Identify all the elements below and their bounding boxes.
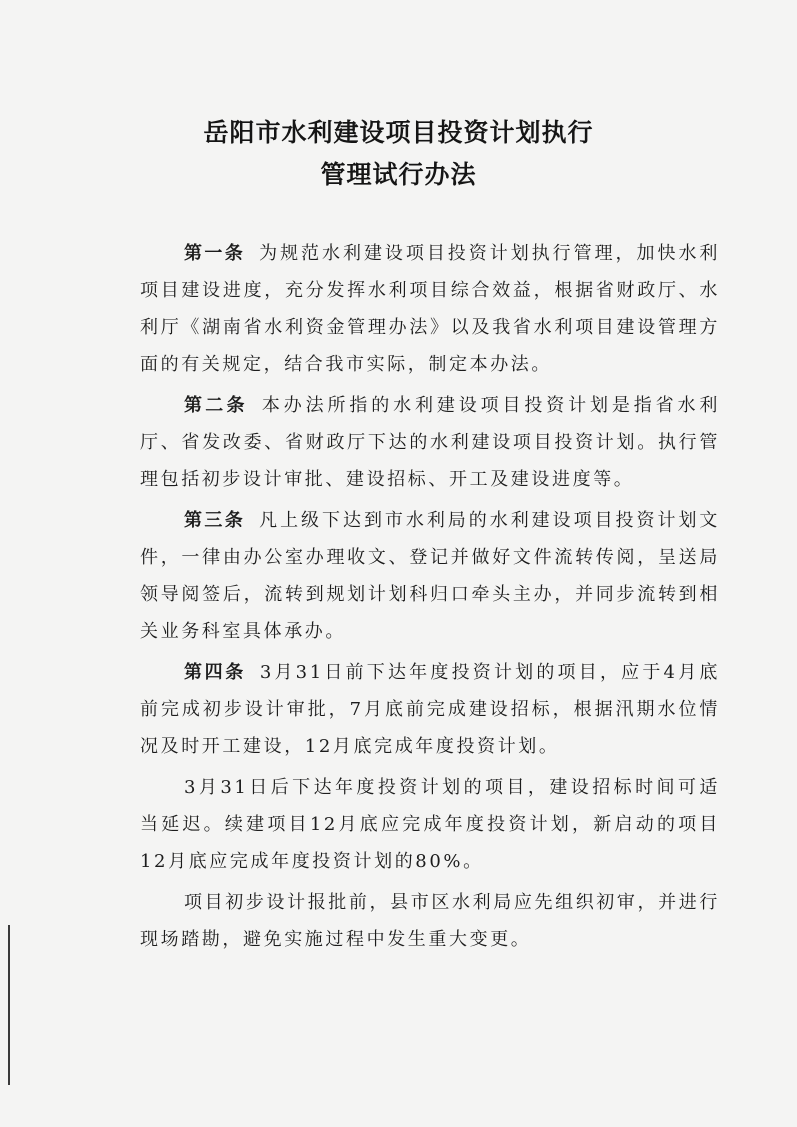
- scan-edge-line: [8, 925, 10, 1085]
- article-label: 第一条: [184, 243, 246, 264]
- paragraph-2: 项目初步设计报批前，县市区水利局应先组织初审，并进行现场踏勘，避免实施过程中发生重大变更。: [140, 892, 720, 950]
- article-1: [140, 235, 720, 383]
- article-text: 为规范水利建设项目投资计划执行管理，加快水利项目建设进度，充分发挥水利项目综合效益，根据省财政厅、水利厅《湖南省水利资金管理办法》以及我省水利项目建设管理方面的有关规定，结合我市实际，制定本办法。: [140, 243, 721, 375]
- article-text: 本办法所指的水利建设项目投资计划是指省水利厅、省发改委、省财政厅下达的水利建设项目投资计划。执行管理包括初步设计审批、建设招标、开工及建设进度等。: [140, 395, 720, 490]
- article-label: 第四条: [184, 662, 246, 683]
- article-3: [140, 502, 720, 650]
- title-line-1: 岳阳市水利建设项目投资计划执行: [203, 118, 594, 147]
- title-line-2: 管理试行办法: [320, 160, 477, 189]
- article-text: 3月31日前下达年度投资计划的项目，应于4月底前完成初步设计审批，7月底前完成建设招标，根据汛期水位情况及时开工建设，12月底完成年度投资计划。: [140, 662, 721, 757]
- article-text: 凡上级下达到市水利局的水利建设项目投资计划文件，一律由办公室办理收文、登记并做好文件流转传阅，呈送局领导阅签后，流转到规划计划科归口牵头主办，并同步流转到相关业务科室具体承办。: [140, 510, 721, 642]
- document-title: [0, 112, 797, 196]
- article-label: 第二条: [184, 395, 248, 416]
- article-label: 第三条: [184, 510, 246, 531]
- article-2: [140, 387, 720, 498]
- article-4: [140, 654, 720, 765]
- paragraph-1: 3月31日后下达年度投资计划的项目，建设招标时间可适当延迟。续建项目12月底应完成年度投资计划，新启动的项目12月底应完成年度投资计划的80%。: [140, 777, 720, 872]
- document-body: [140, 235, 720, 958]
